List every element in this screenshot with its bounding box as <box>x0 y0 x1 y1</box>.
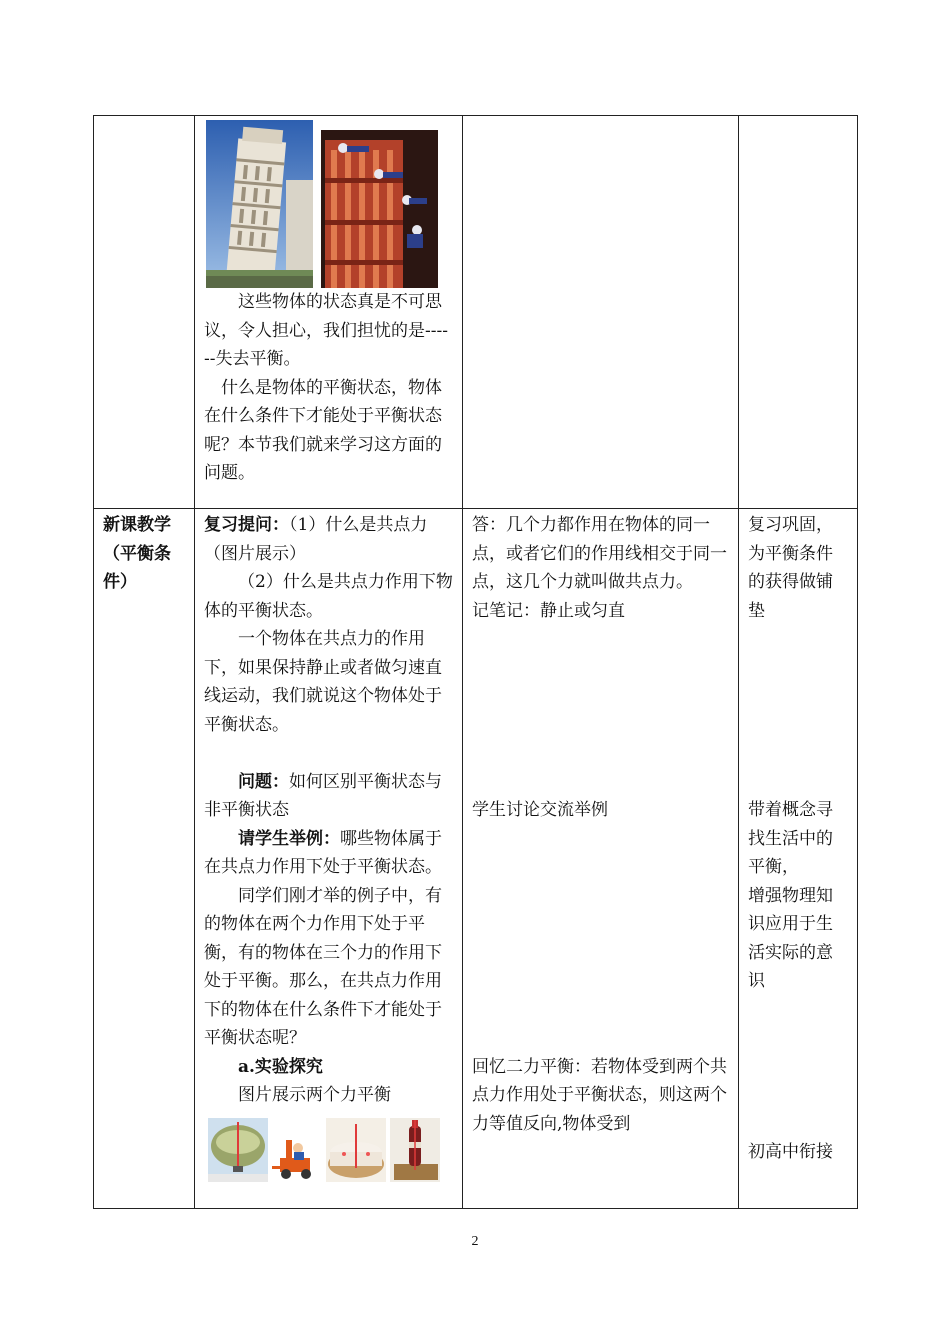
intro-paragraph-2: 什么是物体的平衡状态，物体在什么条件下才能处于平衡状态呢？本节我们就来学习这方面的问题。 <box>204 377 442 483</box>
teacher-activity-cell <box>195 509 463 1209</box>
table-row <box>94 116 858 509</box>
definition-paragraph: 一个物体在共点力的作用下，如果保持静止或者做匀速直线运动，我们就说这个物体处于平衡状态。 <box>204 629 442 735</box>
design-intent-2: 带着概念寻找生活中的平衡， <box>748 800 833 877</box>
intro-paragraph-1: 这些物体的状态真是不可思议，令人担心，我们担忧的是------失去平衡。 <box>204 292 448 369</box>
student-notes: 记笔记：静止或匀直 <box>472 600 625 621</box>
spacer <box>748 625 848 796</box>
spacer <box>204 739 453 768</box>
picture-caption: 图片展示两个力平衡 <box>238 1085 391 1105</box>
examples-text: 哪些物体属于在共点力作用下处于平衡状态。 <box>204 828 442 877</box>
student-answer: 答：几个力都作用在物体的同一点，或者它们的作用线相交于同一点，这几个力就叫做共点力。 <box>472 515 727 592</box>
examples-paragraph <box>204 825 453 882</box>
examples-label: 请学生举例： <box>238 828 340 849</box>
review-question-1-text: （1）什么是共点力（图片展示） <box>204 515 428 564</box>
two-force-images <box>204 1118 453 1182</box>
table-row <box>94 509 858 1209</box>
review-question-2: （2）什么是共点力作用下物体的平衡状态。 <box>204 572 453 621</box>
teacher-activity-cell <box>195 116 463 509</box>
design-intent-4: 初高中衔接 <box>748 1141 833 1162</box>
review-question-1 <box>204 511 453 568</box>
page-number: 2 <box>471 1234 479 1249</box>
question-paragraph <box>204 768 453 825</box>
bottle-photo <box>390 1118 440 1182</box>
student-activity-cell <box>463 116 739 509</box>
airship-photo <box>208 1118 268 1182</box>
cake-photo <box>326 1118 386 1182</box>
student-discussion: 学生讨论交流举例 <box>472 800 608 820</box>
design-intent-cell <box>739 116 858 509</box>
question-label: 问题： <box>238 771 289 792</box>
transition-paragraph: 同学们刚才举的例子中，有的物体在两个力作用下处于平衡，有的物体在三个力的作用下处于平衡。那么，在共点力作用下的物体在什么条件下才能处于平衡状态呢？ <box>204 885 442 1048</box>
spacer <box>748 996 848 1138</box>
leaning-tower-photo <box>206 120 313 288</box>
spacer <box>472 625 729 796</box>
student-activity-cell <box>463 509 739 1209</box>
spacer <box>472 825 729 1053</box>
stage-cell <box>94 116 195 509</box>
balancing-acrobats-photo <box>321 130 438 288</box>
question-text: 如何区别平衡状态与非平衡状态 <box>204 771 442 820</box>
student-recall: 回忆二力平衡：若物体受到两个共点力作用处于平衡状态，则这两个力等值反向,物体受到 <box>472 1056 727 1134</box>
stage-cell <box>94 509 195 1209</box>
design-intent-1: 复习巩固，为平衡条件的获得做铺垫 <box>748 515 833 621</box>
forklift-photo <box>272 1118 322 1182</box>
design-intent-cell <box>739 509 858 1209</box>
review-label: 复习提问： <box>204 515 289 535</box>
intro-images <box>204 118 453 288</box>
design-intent-3: 增强物理知识应用于生活实际的意识 <box>748 885 833 991</box>
lesson-plan-table <box>93 115 858 1209</box>
stage-label: 新课教学（平衡条件） <box>103 515 171 592</box>
experiment-heading: a.实验探究 <box>238 1056 323 1077</box>
